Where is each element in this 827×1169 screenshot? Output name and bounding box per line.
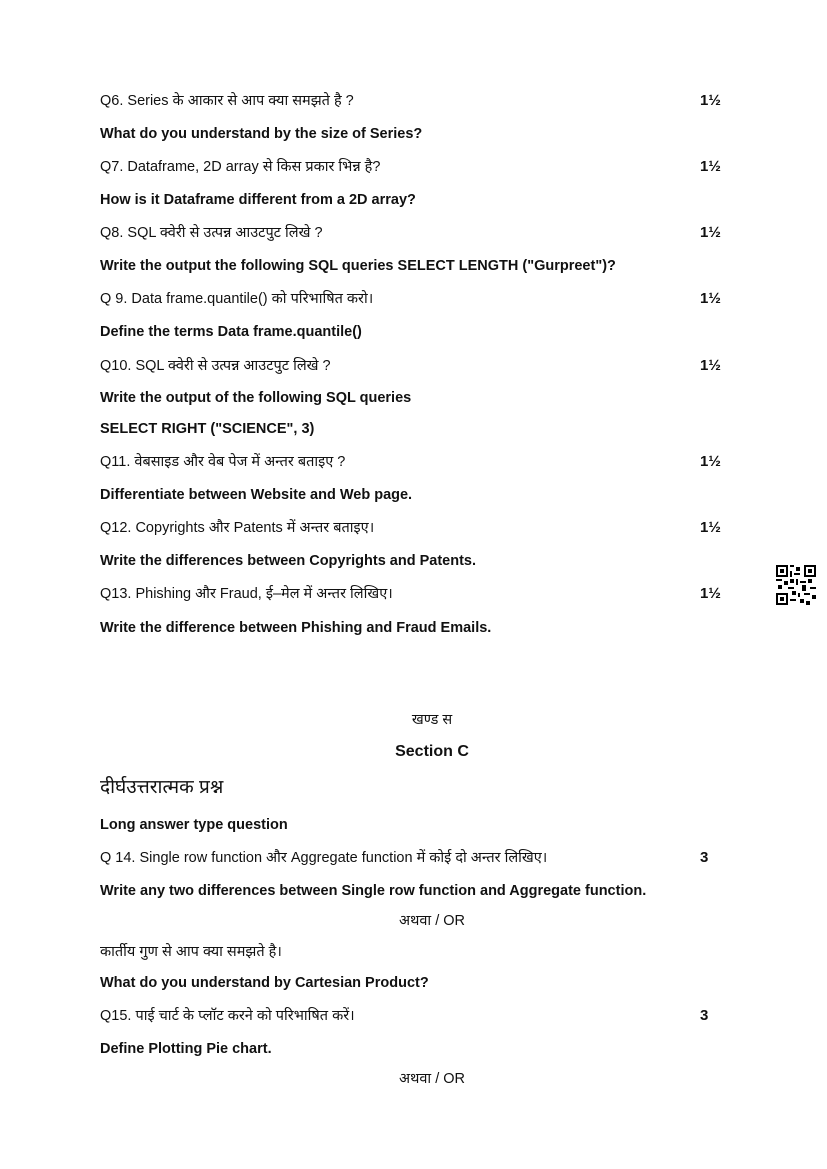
q15-marks: 3 [700,1007,709,1024]
q11-english: Differentiate between Website and Web page. [100,487,413,503]
q9-english: Define the terms Data frame.quantile() [100,324,362,340]
q7-hindi: Q7. Dataframe, 2D array से किस प्रकार भिन्न है? [100,159,381,175]
q15-english: Define Plotting Pie chart. [100,1041,272,1057]
q12-marks: 1½ [700,519,721,536]
q9-marks: 1½ [700,290,721,307]
q8-marks: 1½ [700,224,721,241]
q12-hindi: Q12. Copyrights और Patents में अन्तर बताइए। [100,520,375,536]
q15-hindi: Q15. पाई चार्ट के प्लॉट करने को परिभाषित करें। [100,1008,355,1024]
q14-english: Write any two differences between Single row function and Aggregate function. [100,883,647,899]
q8-english: Write the output the following SQL queries SELECT LENGTH ("Gurpreet")? [100,258,616,274]
q14-hindi: Q 14. Single row function और Aggregate function में कोई दो अन्तर लिखिए। [100,850,548,866]
q14-alt-english: What do you understand by Cartesian Product? [100,975,429,991]
q11-marks: 1½ [700,453,721,470]
q8-hindi: Q8. SQL क्वेरी से उत्पन्न आउटपुट लिखे ? [100,225,323,241]
section-english-heading: Long answer type question [100,817,288,833]
q6-hindi: Q6. Series के आकार से आप क्या समझते है ? [100,93,354,109]
section-hindi-title: खण्ड स [411,712,453,728]
q6-marks: 1½ [700,92,721,109]
q13-english: Write the difference between Phishing and Fraud Emails. [100,620,492,636]
q13-hindi: Q13. Phishing और Fraud, ई–मेल में अन्तर लिखिए। [100,586,393,602]
q14-alt-hindi: कार्तीय गुण से आप क्या समझते है। [100,944,282,960]
q14-or: अथवा / OR [399,913,465,929]
q10-hindi: Q10. SQL क्वेरी से उत्पन्न आउटपुट लिखे ? [100,358,331,374]
q13-marks: 1½ [700,585,721,602]
q10-english: Write the output of the following SQL queries [100,390,412,406]
q7-english: How is it Dataframe different from a 2D array? [100,192,416,208]
section-hindi-heading: दीर्घउत्तरात्मक प्रश्न [100,777,224,798]
q9-hindi: Q 9. Data frame.quantile() को परिभाषित करो। [100,291,374,307]
qr-code-icon [776,565,816,605]
q10-marks: 1½ [700,357,721,374]
q14-marks: 3 [700,849,709,866]
q6-english: What do you understand by the size of Series? [100,126,423,142]
q15-or: अथवा / OR [399,1071,465,1087]
q7-marks: 1½ [700,158,721,175]
q11-hindi: Q11. वेबसाइड और वेब पेज में अन्तर बताइए ? [100,454,346,470]
q12-english: Write the differences between Copyrights and Patents. [100,553,477,569]
q10-english-query: SELECT RIGHT ("SCIENCE", 3) [100,421,315,437]
section-title: Section C [395,743,469,760]
